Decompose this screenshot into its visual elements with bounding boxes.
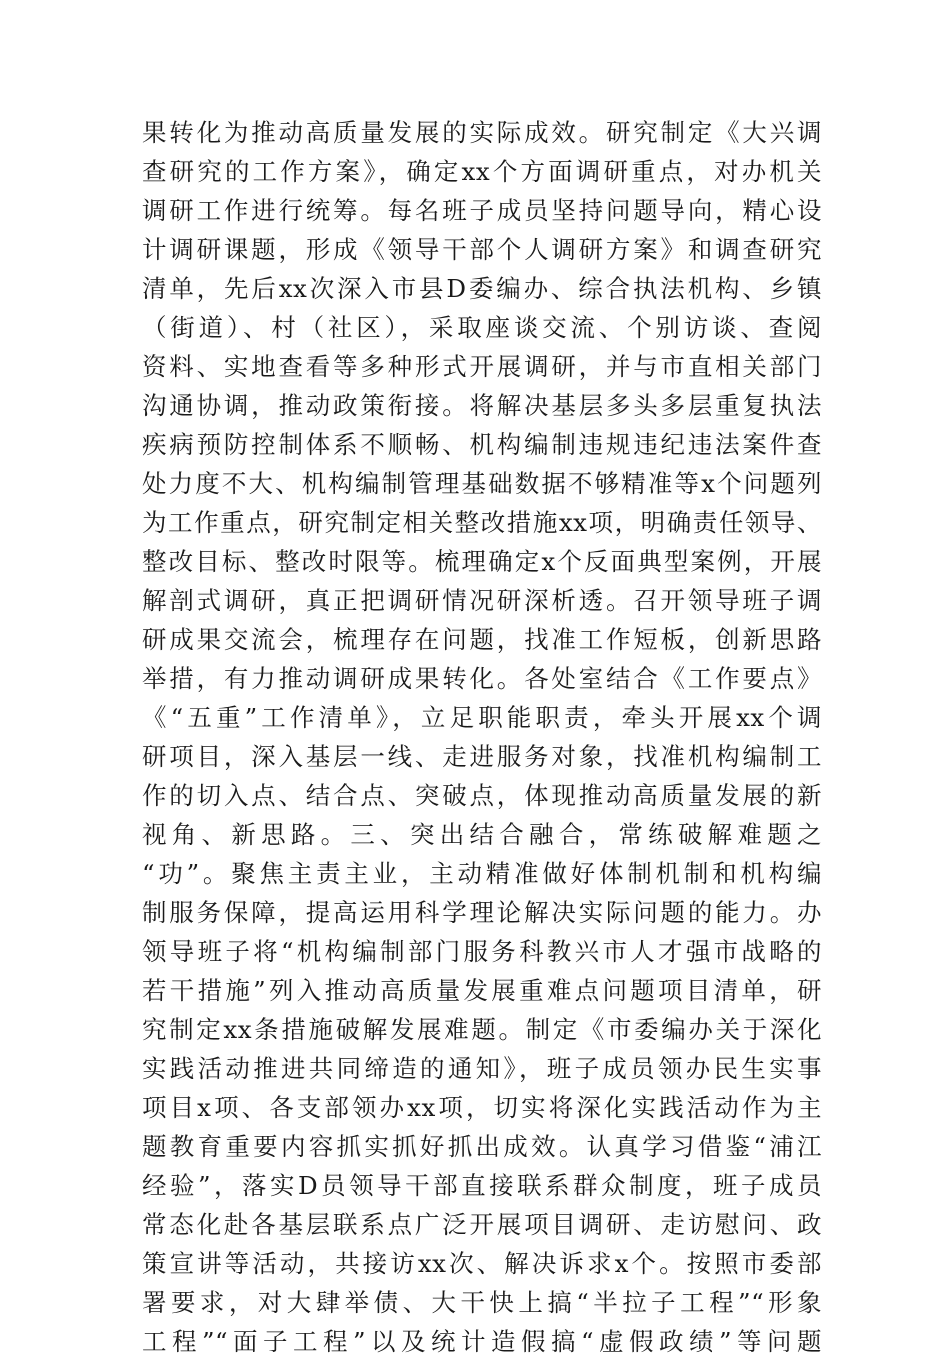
text-line: 为工作重点，研究制定相关整改措施xx项，明确责任领导、 bbox=[142, 508, 822, 537]
text-line: 项目x项、各支部领办xx项，切实将深化实践活动作为主 bbox=[142, 1093, 822, 1122]
text-line: 处力度不大、机构编制管理基础数据不够精准等x个问题列 bbox=[142, 469, 822, 498]
text-line: 实践活动推进共同缔造的通知》，班子成员领办民生实事 bbox=[142, 1054, 822, 1083]
text-line: 常态化赴各基层联系点广泛开展项目调研、走访慰问、政 bbox=[142, 1210, 822, 1239]
text-line: 究制定xx条措施破解发展难题。制定《市委编办关于深化 bbox=[142, 1015, 822, 1044]
text-line: 题教育重要内容抓实抓好抓出成效。认真学习借鉴“浦江 bbox=[142, 1132, 822, 1161]
text-line: 疾病预防控制体系不顺畅、机构编制违规违纪违法案件查 bbox=[142, 430, 822, 459]
text-line: 经验”，落实D员领导干部直接联系群众制度，班子成员 bbox=[142, 1171, 822, 1200]
text-line: 若干措施”列入推动高质量发展重难点问题项目清单，研 bbox=[142, 976, 822, 1005]
body-paragraph bbox=[142, 113, 822, 1361]
text-line: 查研究的工作方案》，确定xx个方面调研重点，对办机关 bbox=[142, 157, 822, 186]
text-line: 资料、实地查看等多种形式开展调研，并与市直相关部门 bbox=[142, 352, 822, 381]
text-line: 研成果交流会，梳理存在问题，找准工作短板，创新思路 bbox=[142, 625, 822, 654]
text-line: 调研工作进行统筹。每名班子成员坚持问题导向，精心设 bbox=[142, 196, 822, 225]
text-line: 制服务保障，提高运用科学理论解决实际问题的能力。办 bbox=[142, 898, 822, 927]
text-line: 研项目，深入基层一线、走进服务对象，找准机构编制工 bbox=[142, 742, 822, 771]
text-line: （街道）、村（社区），采取座谈交流、个别访谈、查阅 bbox=[142, 313, 822, 342]
text-line: 工程”“面子工程”以及统计造假搞“虚假政绩”等问题 bbox=[142, 1327, 822, 1356]
text-line: 清单，先后xx次深入市县D委编办、综合执法机构、乡镇 bbox=[142, 274, 822, 303]
text-line: 策宣讲等活动，共接访xx次、解决诉求x个。按照市委部 bbox=[142, 1249, 822, 1278]
text-line: “功”。聚焦主责主业，主动精准做好体制机制和机构编 bbox=[142, 859, 822, 888]
text-line: 视角、新思路。三、突出结合融合，常练破解难题之 bbox=[142, 820, 822, 849]
text-line: 解剖式调研，真正把调研情况研深析透。召开领导班子调 bbox=[142, 586, 822, 615]
text-line: 计调研课题，形成《领导干部个人调研方案》和调查研究 bbox=[142, 235, 822, 264]
text-line: 沟通协调，推动政策衔接。将解决基层多头多层重复执法 bbox=[142, 391, 822, 420]
text-line: 整改目标、整改时限等。梳理确定x个反面典型案例，开展 bbox=[142, 547, 822, 576]
text-line: 领导班子将“机构编制部门服务科教兴市人才强市战略的 bbox=[142, 937, 822, 966]
text-line: 作的切入点、结合点、突破点，体现推动高质量发展的新 bbox=[142, 781, 822, 810]
text-line: 举措，有力推动调研成果转化。各处室结合《工作要点》 bbox=[142, 664, 822, 693]
text-line: 《“五重”工作清单》，立足职能职责，牵头开展xx个调 bbox=[142, 703, 822, 732]
text-line: 署要求，对大肆举债、大干快上搞“半拉子工程”“形象 bbox=[142, 1288, 822, 1317]
text-line: 果转化为推动高质量发展的实际成效。研究制定《大兴调 bbox=[142, 118, 822, 147]
